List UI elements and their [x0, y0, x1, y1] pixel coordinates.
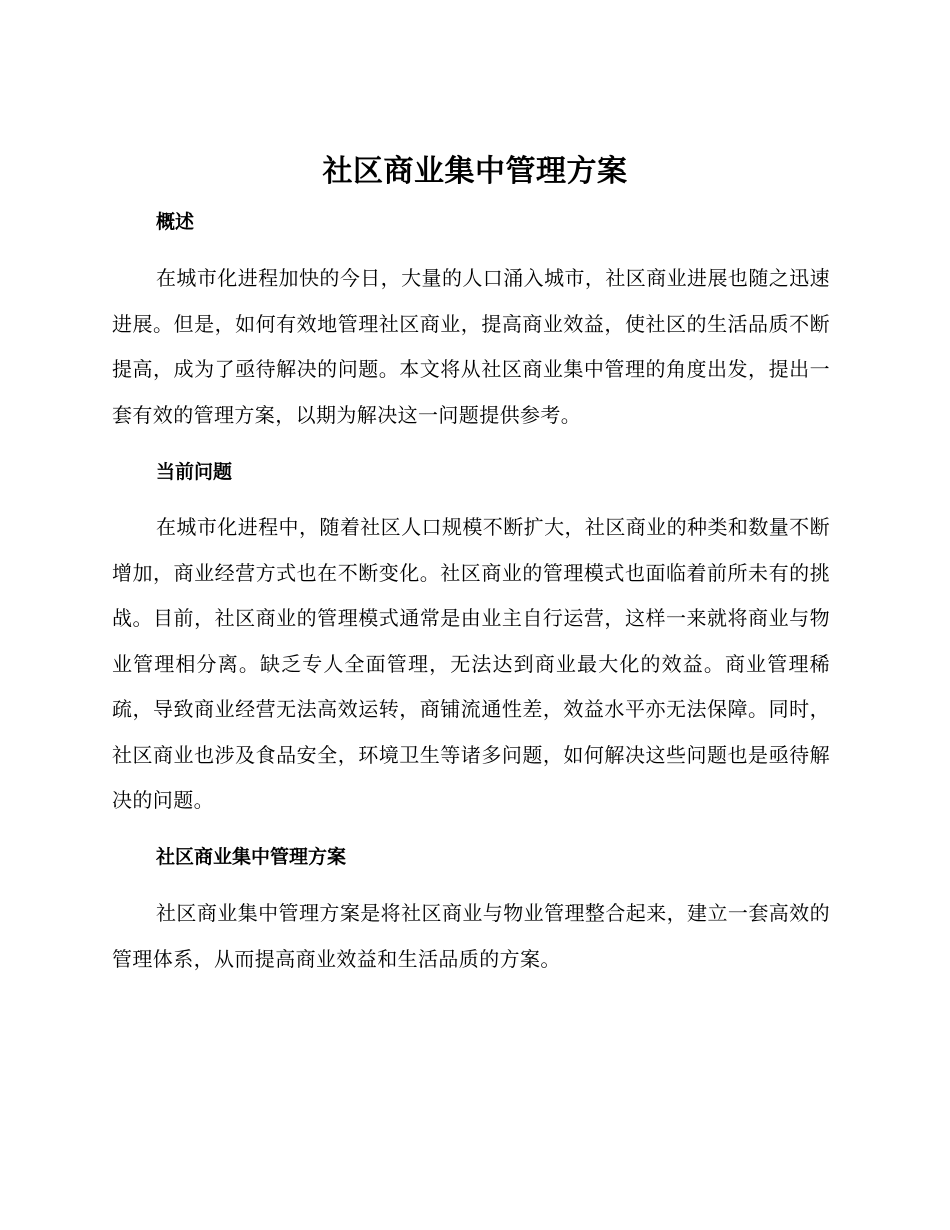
- section-body-overview: 在城市化进程加快的今日，大量的人口涌入城市，社区商业进展也随之迅速进展。但是，如何有效地管理社区商业，提高商业效益，使社区的生活品质不断提高，成为了亟待解决的问题。本文将从社区商业集中管理的角度出发，提出一套有效的管理方案，以期为解决这一问题提供参考。: [112, 266, 830, 427]
- section-heading-overview: 概述: [156, 211, 195, 233]
- section-body-management-plan: 社区商业集中管理方案是将社区商业与物业管理整合起来，建立一套高效的管理体系，从而提高商业效益和生活品质的方案。: [112, 901, 830, 971]
- section-heading-management-plan: 社区商业集中管理方案: [156, 846, 347, 868]
- section-heading-current-issues: 当前问题: [156, 461, 233, 483]
- document-title: 社区商业集中管理方案: [322, 154, 628, 189]
- section-body-current-issues: 在城市化进程中，随着社区人口规模不断扩大，社区商业的种类和数量不断增加，商业经营方式也在不断变化。社区商业的管理模式也面临着前所未有的挑战。目前，社区商业的管理模式通常是由业主自行运营，这样一来就将商业与物业管理相分离。缺乏专人全面管理，无法达到商业最大化的效益。商业管理稀疏，导致商业经营无法高效运转，商铺流通性差，效益水平亦无法保障。同时，社区商业也涉及食品安全，环境卫生等诸多问题，如何解决这些问题也是亟待解决的问题。: [112, 515, 830, 812]
